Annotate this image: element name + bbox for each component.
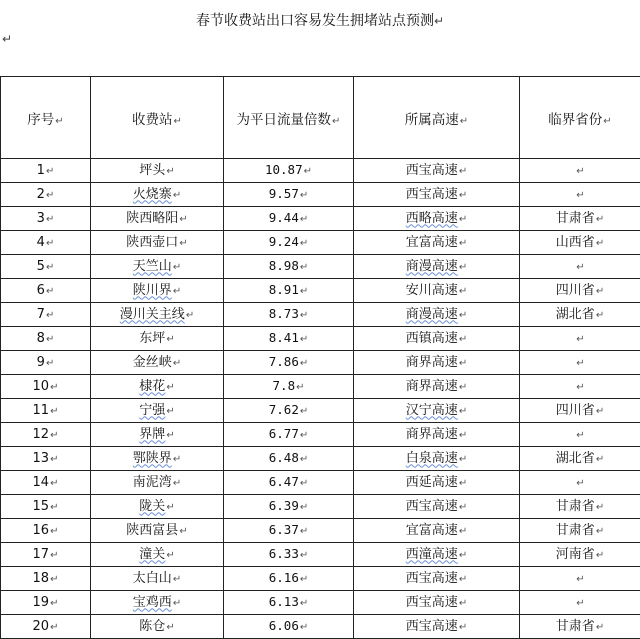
paragraph-mark-icon: ↵ <box>459 502 467 513</box>
cell-index: 13↵ <box>1 447 91 471</box>
paragraph-mark-icon: ↵ <box>50 430 58 441</box>
paragraph-mark-icon: ↵ <box>46 190 54 201</box>
table-row <box>1 327 640 351</box>
cell-ratio: 9.44↵ <box>224 207 354 231</box>
cell-highway: 商界高速↵ <box>354 351 520 375</box>
cell-ratio: 6.48↵ <box>224 447 354 471</box>
paragraph-mark-icon: ↵ <box>300 430 308 441</box>
paragraph-mark-icon: ↵ <box>576 262 584 273</box>
table-row <box>1 351 640 375</box>
paragraph-mark-icon: ↵ <box>576 334 584 345</box>
paragraph-mark-icon: ↵ <box>186 310 194 321</box>
cell-index: 18↵ <box>1 567 91 591</box>
paragraph-mark-icon: ↵ <box>300 238 308 249</box>
cell-ratio: 6.06↵ <box>224 615 354 639</box>
paragraph-mark-icon: ↵ <box>50 574 58 585</box>
cell-index: 12↵ <box>1 423 91 447</box>
cell-index: 1↵ <box>1 159 91 183</box>
table-row <box>1 543 640 567</box>
cell-province <box>520 375 640 399</box>
paragraph-mark-icon: ↵ <box>459 574 467 585</box>
cell-province <box>520 591 640 615</box>
cell-ratio: 10.87↵ <box>224 159 354 183</box>
paragraph-mark-icon: ↵ <box>166 502 174 513</box>
paragraph-mark-icon: ↵ <box>576 478 584 489</box>
paragraph-mark-icon: ↵ <box>300 262 308 273</box>
cell-station: 陕西壶口↵ <box>91 231 224 255</box>
cell-index: 7↵ <box>1 303 91 327</box>
cell-station: 东坪↵ <box>91 327 224 351</box>
paragraph-mark-icon: ↵ <box>166 622 174 633</box>
cell-station: 坪头↵ <box>91 159 224 183</box>
cell-ratio: 6.13↵ <box>224 591 354 615</box>
paragraph-mark-icon: ↵ <box>300 358 308 369</box>
paragraph-mark-icon: ↵ <box>596 406 604 417</box>
cell-index: 19↵ <box>1 591 91 615</box>
cell-ratio: 9.57↵ <box>224 183 354 207</box>
paragraph-mark-icon: ↵ <box>576 574 584 585</box>
cell-station: 鄂陕界↵ <box>91 447 224 471</box>
table-row <box>1 207 640 231</box>
paragraph-mark-icon: ↵ <box>296 382 304 393</box>
cell-station: 陕西略阳↵ <box>91 207 224 231</box>
paragraph-mark-icon: ↵ <box>300 190 308 201</box>
paragraph-mark-icon: ↵ <box>459 286 467 297</box>
paragraph-mark-icon: ↵ <box>300 478 308 489</box>
cell-province: 河南省↵ <box>520 543 640 567</box>
paragraph-mark-icon: ↵ <box>46 166 54 177</box>
cell-ratio: 6.77↵ <box>224 423 354 447</box>
cell-ratio: 8.41↵ <box>224 327 354 351</box>
cell-station: 界牌↵ <box>91 423 224 447</box>
cell-highway: 商漫高速↵ <box>354 303 520 327</box>
cell-index: 10↵ <box>1 375 91 399</box>
cell-index: 15↵ <box>1 495 91 519</box>
paragraph-mark-icon: ↵ <box>596 622 604 633</box>
paragraph-mark-icon: ↵ <box>46 334 54 345</box>
paragraph-mark-icon: ↵ <box>173 358 181 369</box>
table-body <box>1 159 640 639</box>
table-row <box>1 591 640 615</box>
cell-ratio: 8.91↵ <box>224 279 354 303</box>
paragraph-mark-icon: ↵ <box>46 262 54 273</box>
cell-station: 太白山↵ <box>91 567 224 591</box>
cell-province <box>520 255 640 279</box>
cell-province: 四川省↵ <box>520 279 640 303</box>
cell-province: 甘肃省↵ <box>520 519 640 543</box>
table-row <box>1 159 640 183</box>
paragraph-mark-icon: ↵ <box>173 454 181 465</box>
paragraph-mark-icon: ↵ <box>459 190 467 201</box>
table-header-row <box>1 77 640 159</box>
cell-province <box>520 183 640 207</box>
table-row <box>1 567 640 591</box>
cell-province <box>520 471 640 495</box>
cell-province <box>520 327 640 351</box>
paragraph-mark-icon: ↵ <box>576 166 584 177</box>
cell-highway: 宜富高速↵ <box>354 519 520 543</box>
paragraph-mark-icon: ↵ <box>300 214 308 225</box>
paragraph-mark-icon: ↵ <box>166 550 174 561</box>
paragraph-mark-icon: ↵ <box>304 166 312 177</box>
paragraph-mark-icon: ↵ <box>576 598 584 609</box>
paragraph-mark-icon: ↵ <box>300 598 308 609</box>
cell-highway: 商漫高速↵ <box>354 255 520 279</box>
paragraph-mark-icon: ↵ <box>596 214 604 225</box>
cell-ratio: 8.98↵ <box>224 255 354 279</box>
table-row <box>1 255 640 279</box>
paragraph-mark-icon: ↵ <box>596 550 604 561</box>
table-row <box>1 495 640 519</box>
paragraph-mark-icon: ↵ <box>576 430 584 441</box>
paragraph-mark-icon: ↵ <box>50 478 58 489</box>
cell-highway: 西宝高速↵ <box>354 591 520 615</box>
cell-station: 陕西富县↵ <box>91 519 224 543</box>
paragraph-mark-icon: ↵ <box>576 382 584 393</box>
paragraph-mark-icon: ↵ <box>300 622 308 633</box>
paragraph-mark-icon: ↵ <box>179 238 187 249</box>
cell-station: 棣花↵ <box>91 375 224 399</box>
paragraph-mark-icon: ↵ <box>50 598 58 609</box>
cell-index: 4↵ <box>1 231 91 255</box>
cell-highway: 西延高速↵ <box>354 471 520 495</box>
header-cell-station: 收费站↵ <box>91 77 224 159</box>
cell-highway: 西镇高速↵ <box>354 327 520 351</box>
cell-province: 甘肃省↵ <box>520 615 640 639</box>
cell-highway: 商界高速↵ <box>354 375 520 399</box>
cell-index: 17↵ <box>1 543 91 567</box>
cell-province: 湖北省↵ <box>520 303 640 327</box>
cell-ratio: 9.24↵ <box>224 231 354 255</box>
cell-province <box>520 159 640 183</box>
cell-highway: 安川高速↵ <box>354 279 520 303</box>
title-text: 春节收费站出口容易发生拥堵站点预测 <box>196 13 434 29</box>
cell-province: 甘肃省↵ <box>520 207 640 231</box>
cell-station: 漫川关主线↵ <box>91 303 224 327</box>
cell-station: 南泥湾↵ <box>91 471 224 495</box>
paragraph-mark-icon: ↵ <box>50 406 58 417</box>
paragraph-mark-icon: ↵ <box>434 14 444 28</box>
cell-ratio: 7.86↵ <box>224 351 354 375</box>
cell-highway: 西宝高速↵ <box>354 159 520 183</box>
paragraph-mark-icon: ↵ <box>459 166 467 177</box>
paragraph-mark-icon: ↵ <box>459 214 467 225</box>
paragraph-mark-icon: ↵ <box>166 166 174 177</box>
paragraph-mark-icon: ↵ <box>459 238 467 249</box>
paragraph-mark-icon: ↵ <box>459 550 467 561</box>
paragraph-mark-icon: ↵ <box>300 310 308 321</box>
paragraph-mark-icon: ↵ <box>459 334 467 345</box>
paragraph-mark-icon: ↵ <box>50 502 58 513</box>
cell-index: 11↵ <box>1 399 91 423</box>
cell-highway: 西宝高速↵ <box>354 615 520 639</box>
paragraph-mark-icon: ↵ <box>173 286 181 297</box>
cell-station: 陇关↵ <box>91 495 224 519</box>
paragraph-mark-icon: ↵ <box>179 214 187 225</box>
paragraph-mark-icon: ↵ <box>596 286 604 297</box>
table-row <box>1 183 640 207</box>
header-cell-highway: 所属高速↵ <box>354 77 520 159</box>
cell-station: 宝鸡西↵ <box>91 591 224 615</box>
cell-ratio: 6.39↵ <box>224 495 354 519</box>
paragraph-mark-icon: ↵ <box>459 478 467 489</box>
paragraph-mark-icon: ↵ <box>46 286 54 297</box>
cell-highway: 白泉高速↵ <box>354 447 520 471</box>
paragraph-mark-icon: ↵ <box>46 358 54 369</box>
table-row <box>1 447 640 471</box>
table-row <box>1 231 640 255</box>
paragraph-mark-icon: ↵ <box>596 502 604 513</box>
paragraph-mark-icon: ↵ <box>173 190 181 201</box>
paragraph-mark-icon: ↵ <box>173 478 181 489</box>
cell-ratio: 6.16↵ <box>224 567 354 591</box>
cell-station: 火烧寨↵ <box>91 183 224 207</box>
paragraph-mark-icon: ↵ <box>166 406 174 417</box>
header-cell-ratio: 为平日流量倍数↵ <box>224 77 354 159</box>
table-row <box>1 399 640 423</box>
cell-index: 9↵ <box>1 351 91 375</box>
paragraph-mark-icon: ↵ <box>300 550 308 561</box>
cell-index: 3↵ <box>1 207 91 231</box>
paragraph-mark-icon: ↵ <box>46 214 54 225</box>
cell-province <box>520 567 640 591</box>
header-cell-province: 临界省份↵ <box>520 77 640 159</box>
cell-index: 6↵ <box>1 279 91 303</box>
header-cell-index: 序号↵ <box>1 77 91 159</box>
cell-province <box>520 351 640 375</box>
paragraph-mark-icon: ↵ <box>300 574 308 585</box>
paragraph-mark-icon: ↵ <box>459 598 467 609</box>
cell-highway: 宜富高速↵ <box>354 231 520 255</box>
paragraph-mark-icon: ↵ <box>173 598 181 609</box>
paragraph-mark-icon: ↵ <box>173 262 181 273</box>
paragraph-mark-icon: ↵ <box>459 406 467 417</box>
cell-index: 2↵ <box>1 183 91 207</box>
cell-index: 14↵ <box>1 471 91 495</box>
paragraph-mark-icon: ↵ <box>459 382 467 393</box>
paragraph-mark-icon: ↵ <box>459 310 467 321</box>
cell-highway: 西潼高速↵ <box>354 543 520 567</box>
paragraph-mark-icon: ↵ <box>166 334 174 345</box>
paragraph-mark-icon: ↵ <box>2 32 12 46</box>
cell-highway: 西宝高速↵ <box>354 495 520 519</box>
cell-highway: 西宝高速↵ <box>354 183 520 207</box>
paragraph-mark-icon: ↵ <box>459 358 467 369</box>
cell-highway: 商界高速↵ <box>354 423 520 447</box>
paragraph-mark-icon: ↵ <box>300 286 308 297</box>
document-title <box>0 10 640 30</box>
paragraph-mark-icon: ↵ <box>46 238 54 249</box>
paragraph-mark-icon: ↵ <box>300 406 308 417</box>
table-row <box>1 303 640 327</box>
paragraph-mark-icon: ↵ <box>576 190 584 201</box>
cell-highway: 西略高速↵ <box>354 207 520 231</box>
cell-highway: 汉宁高速↵ <box>354 399 520 423</box>
paragraph-mark-icon: ↵ <box>576 358 584 369</box>
paragraph-mark-icon: ↵ <box>300 502 308 513</box>
cell-ratio: 6.33↵ <box>224 543 354 567</box>
paragraph-mark-icon: ↵ <box>50 550 58 561</box>
cell-ratio: 7.62↵ <box>224 399 354 423</box>
cell-ratio: 6.37↵ <box>224 519 354 543</box>
table-row <box>1 615 640 639</box>
cell-station: 金丝峡↵ <box>91 351 224 375</box>
table-row <box>1 471 640 495</box>
paragraph-mark-icon: ↵ <box>596 526 604 537</box>
paragraph-mark-icon: ↵ <box>50 454 58 465</box>
paragraph-mark-icon: ↵ <box>166 430 174 441</box>
cell-ratio: 6.47↵ <box>224 471 354 495</box>
paragraph-mark-icon: ↵ <box>50 622 58 633</box>
cell-province: 湖北省↵ <box>520 447 640 471</box>
paragraph-mark-icon: ↵ <box>50 526 58 537</box>
paragraph-mark-icon: ↵ <box>173 574 181 585</box>
cell-station: 天竺山↵ <box>91 255 224 279</box>
congestion-forecast-table <box>0 76 640 639</box>
table-row <box>1 279 640 303</box>
table-row <box>1 519 640 543</box>
cell-index: 20↵ <box>1 615 91 639</box>
paragraph-mark-icon: ↵ <box>596 310 604 321</box>
cell-ratio: 7.8↵ <box>224 375 354 399</box>
table-row <box>1 375 640 399</box>
cell-province: 甘肃省↵ <box>520 495 640 519</box>
cell-highway: 西宝高速↵ <box>354 567 520 591</box>
cell-province <box>520 423 640 447</box>
cell-ratio: 8.73↵ <box>224 303 354 327</box>
paragraph-mark-icon: ↵ <box>300 526 308 537</box>
cell-index: 16↵ <box>1 519 91 543</box>
paragraph-mark-icon: ↵ <box>596 454 604 465</box>
paragraph-mark-icon: ↵ <box>459 454 467 465</box>
paragraph-mark-icon: ↵ <box>459 526 467 537</box>
cell-index: 5↵ <box>1 255 91 279</box>
paragraph-mark-icon: ↵ <box>50 382 58 393</box>
paragraph-mark-icon: ↵ <box>596 238 604 249</box>
cell-province: 山西省↵ <box>520 231 640 255</box>
paragraph-mark-icon: ↵ <box>300 334 308 345</box>
paragraph-mark-icon: ↵ <box>179 526 187 537</box>
paragraph-mark-icon: ↵ <box>459 262 467 273</box>
paragraph-mark-icon: ↵ <box>459 622 467 633</box>
cell-province: 四川省↵ <box>520 399 640 423</box>
paragraph-mark-icon: ↵ <box>300 454 308 465</box>
paragraph-mark-icon: ↵ <box>459 430 467 441</box>
cell-station: 潼关↵ <box>91 543 224 567</box>
table-row <box>1 423 640 447</box>
cell-station: 陈仓↵ <box>91 615 224 639</box>
cell-station: 宁强↵ <box>91 399 224 423</box>
paragraph-mark-icon: ↵ <box>46 310 54 321</box>
cell-station: 陕川界↵ <box>91 279 224 303</box>
cell-index: 8↵ <box>1 327 91 351</box>
paragraph-mark-icon: ↵ <box>166 382 174 393</box>
